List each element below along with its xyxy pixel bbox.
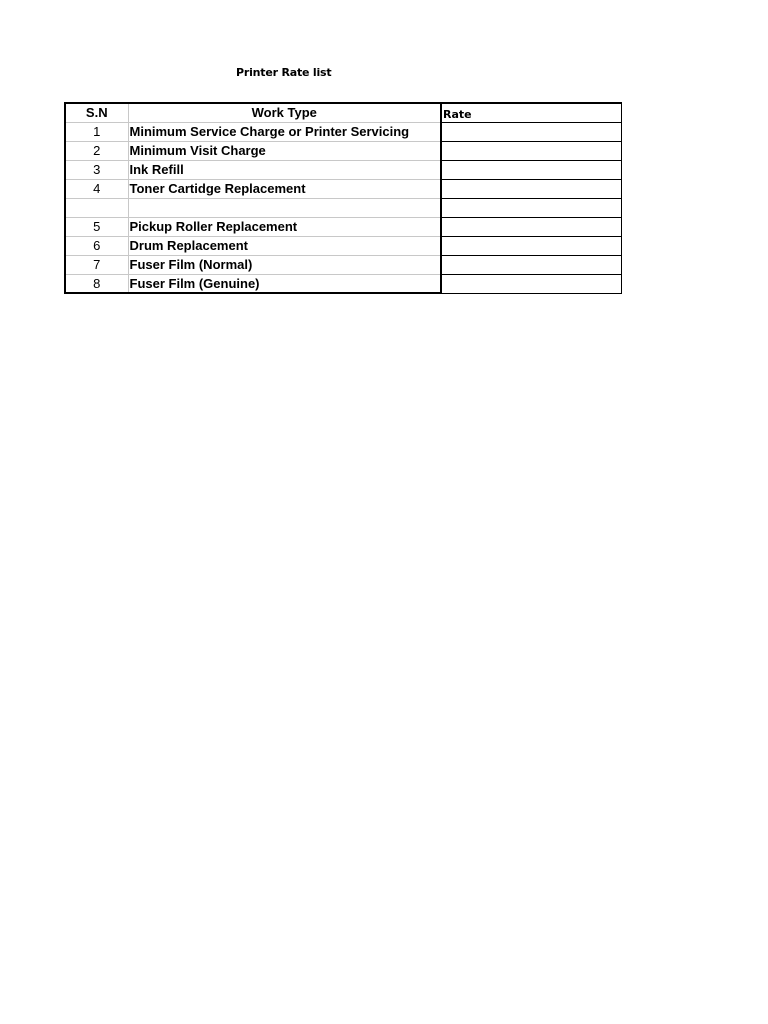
- cell-sn: 5: [65, 217, 128, 236]
- table-row: [65, 122, 621, 141]
- cell-work-type: Fuser Film (Genuine): [128, 274, 441, 293]
- cell-work-type: Drum Replacement: [128, 236, 441, 255]
- table-row: [65, 274, 621, 293]
- table-row: [65, 160, 621, 179]
- cell-sn: 7: [65, 255, 128, 274]
- cell-rate: [441, 274, 621, 293]
- header-work-type: Work Type: [128, 103, 441, 122]
- cell-work-type: Pickup Roller Replacement: [128, 217, 441, 236]
- header-rate: Rate: [441, 103, 621, 122]
- cell-rate: [441, 141, 621, 160]
- cell-sn: [65, 198, 128, 217]
- cell-sn: 3: [65, 160, 128, 179]
- table-row: [65, 198, 621, 217]
- cell-work-type: Toner Cartidge Replacement: [128, 179, 441, 198]
- table-row: [65, 255, 621, 274]
- cell-work-type: Ink Refill: [128, 160, 441, 179]
- table-row: [65, 217, 621, 236]
- cell-work-type: Minimum Visit Charge: [128, 141, 441, 160]
- page-title: Printer Rate list: [236, 66, 332, 79]
- cell-rate: [441, 122, 621, 141]
- cell-rate: [441, 179, 621, 198]
- cell-work-type: [128, 198, 441, 217]
- header-sn: S.N: [65, 103, 128, 122]
- table-row: [65, 141, 621, 160]
- cell-rate: [441, 160, 621, 179]
- cell-sn: 6: [65, 236, 128, 255]
- cell-rate: [441, 198, 621, 217]
- cell-rate: [441, 217, 621, 236]
- cell-work-type: Minimum Service Charge or Printer Servicing: [128, 122, 441, 141]
- table-header-row: [65, 103, 621, 122]
- cell-sn: 8: [65, 274, 128, 293]
- cell-sn: 1: [65, 122, 128, 141]
- cell-sn: 4: [65, 179, 128, 198]
- table-row: [65, 179, 621, 198]
- cell-rate: [441, 236, 621, 255]
- cell-rate: [441, 255, 621, 274]
- table-row: [65, 236, 621, 255]
- cell-sn: 2: [65, 141, 128, 160]
- rate-table: [64, 102, 622, 294]
- cell-work-type: Fuser Film (Normal): [128, 255, 441, 274]
